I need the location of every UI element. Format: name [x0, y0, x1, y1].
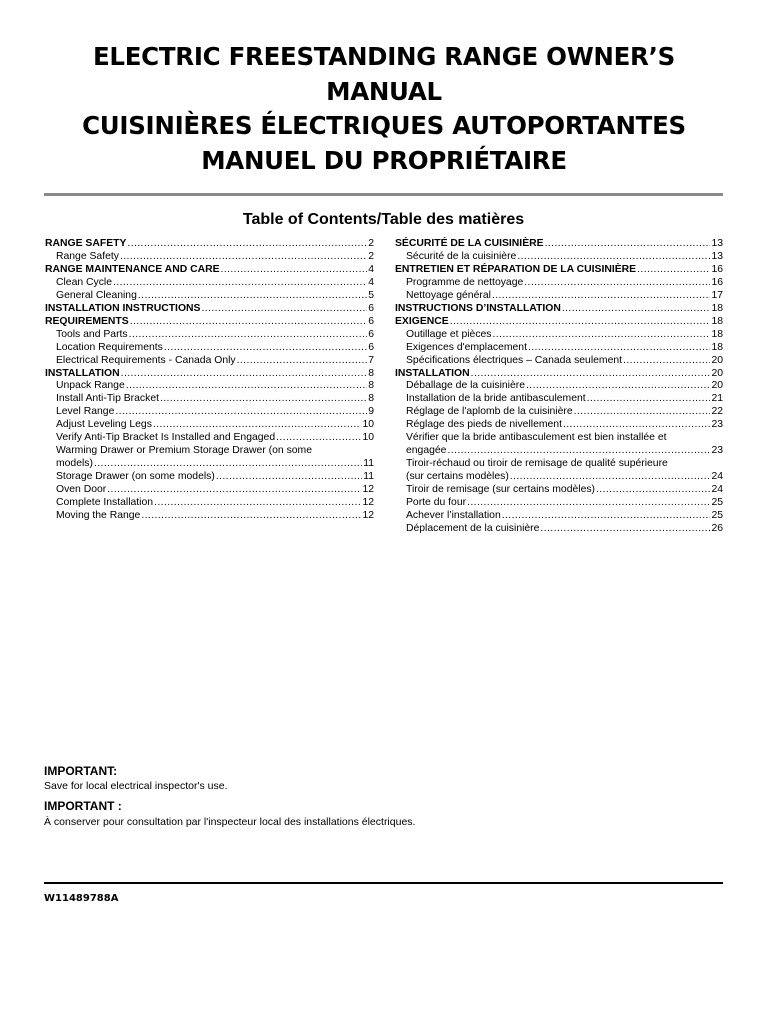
toc-page-number: 8 — [368, 380, 374, 392]
toc-page-number: 18 — [711, 315, 723, 327]
toc-leader-dots — [447, 445, 710, 458]
toc-page-number: 26 — [711, 522, 723, 534]
toc-entry-label: RANGE MAINTENANCE AND CARE — [45, 263, 220, 275]
toc-page-number: 23 — [711, 445, 723, 457]
toc-page-number: 6 — [368, 341, 374, 353]
toc-page-number: 25 — [711, 497, 723, 509]
toc-entry-label: Achever l’installation — [406, 510, 501, 522]
toc-page-number: 6 — [368, 302, 374, 314]
toc-entry-label: Tiroir de remisage (sur certains modèles) — [406, 484, 596, 496]
toc-leader-dots — [510, 471, 711, 484]
toc-section-entry[interactable] — [395, 368, 723, 381]
toc-leader-dots — [492, 290, 711, 303]
toc-leader-dots — [113, 277, 367, 290]
toc-page-number: 12 — [362, 510, 374, 522]
toc-page-number: 2 — [368, 250, 374, 262]
important-heading-fr: IMPORTANT : — [44, 799, 122, 813]
toc-entry-label: General Cleaning — [56, 289, 137, 301]
toc-leader-dots — [164, 342, 367, 355]
toc-subsection-entry[interactable] — [45, 471, 374, 484]
toc-subsection-entry[interactable] — [45, 393, 374, 406]
footer-divider — [44, 882, 723, 884]
toc-subsection-entry[interactable] — [395, 484, 723, 497]
toc-leader-dots — [528, 342, 710, 355]
toc-page-number: 13 — [711, 238, 723, 249]
toc-entry-label: Sécurité de la cuisinière — [406, 250, 517, 262]
toc-subsection-entry[interactable] — [395, 277, 723, 290]
toc-entry-label: INSTALLATION INSTRUCTIONS — [45, 302, 201, 314]
toc-leader-dots — [141, 510, 361, 523]
toc-page-number: 11 — [363, 471, 374, 483]
toc-entry-label: SÉCURITÉ DE LA CUISINIÈRE — [395, 238, 544, 249]
toc-leader-dots — [467, 497, 710, 510]
toc-subsection-entry[interactable] — [45, 510, 374, 523]
toc-subsection-entry[interactable] — [45, 329, 374, 342]
toc-section-entry[interactable] — [395, 303, 723, 316]
toc-leader-dots — [107, 484, 361, 497]
toc-page-number: 17 — [711, 289, 723, 301]
important-text-en: Save for local electrical inspector's use. — [44, 780, 228, 792]
toc-page-number: 20 — [711, 354, 723, 366]
toc-leader-dots — [126, 380, 367, 393]
toc-page-number: 6 — [368, 328, 374, 340]
toc-entry-label: Location Requirements — [56, 341, 163, 353]
toc-page-number: 2 — [368, 238, 374, 249]
toc-page-number: 25 — [711, 510, 723, 522]
toc-subsection-entry[interactable] — [395, 342, 723, 355]
toc-page-number: 23 — [711, 419, 723, 431]
toc-page-number: 12 — [362, 497, 374, 509]
toc-leader-dots — [574, 406, 711, 419]
toc-subsection-entry[interactable] — [395, 523, 723, 536]
toc-entry-label: Level Range — [56, 406, 115, 418]
toc-leader-dots — [545, 238, 711, 251]
toc-entry-label: Complete Installation — [56, 497, 154, 509]
toc-page-number: 10 — [362, 432, 374, 444]
title-line-3: CUISINIÈRES ÉLECTRIQUES AUTOPORTANTES — [82, 111, 686, 140]
toc-page-number: 20 — [711, 367, 723, 379]
toc-entry-label: Déballage de la cuisinière — [406, 380, 525, 392]
toc-entry-label: Programme de nettoyage — [406, 276, 524, 288]
toc-entry-label: Spécifications électriques – Canada seulement — [406, 354, 623, 366]
document-title — [40, 40, 728, 178]
toc-entry-label: Oven Door — [56, 484, 107, 496]
toc-page-number: 16 — [711, 263, 723, 275]
toc-page-number: 10 — [362, 419, 374, 431]
toc-subsection-entry[interactable] — [45, 484, 374, 497]
toc-subsection-entry[interactable] — [45, 251, 374, 264]
toc-section-entry[interactable] — [395, 316, 723, 329]
toc-page-number: 18 — [711, 341, 723, 353]
toc-subsection-entry[interactable] — [45, 290, 374, 303]
toc-leader-dots — [130, 316, 368, 329]
toc-leader-dots — [153, 419, 362, 432]
toc-column-french — [395, 238, 723, 536]
toc-entry-label: Réglage des pieds de nivellement — [406, 419, 562, 431]
toc-page-number: 24 — [711, 471, 723, 483]
toc-entry-label: Range Safety — [56, 250, 119, 262]
toc-entry-label: Outillage et pièces — [406, 328, 492, 340]
toc-entry-label: engagée — [406, 445, 447, 457]
toc-page-number: 12 — [362, 484, 374, 496]
toc-entry-label: Adjust Leveling Legs — [56, 419, 152, 431]
document-part-number: W11489788A — [44, 893, 119, 904]
toc-leader-dots — [216, 471, 362, 484]
toc-subsection-entry[interactable] — [45, 355, 374, 368]
toc-entry-label: Déplacement de la cuisinière — [406, 522, 540, 534]
toc-page-number: 18 — [711, 328, 723, 340]
toc-leader-dots — [623, 355, 710, 368]
toc-leader-dots — [587, 393, 711, 406]
title-line-4: MANUEL DU PROPRIÉTAIRE — [201, 145, 567, 175]
toc-leader-dots — [121, 368, 368, 381]
toc-entry-label: Unpack Range — [56, 380, 125, 392]
toc-section-entry[interactable] — [45, 238, 374, 251]
toc-leader-dots — [120, 251, 367, 264]
important-text-fr: À conserver pour consultation par l'inspecteur local des installations électriques. — [44, 816, 416, 828]
toc-page-number: 20 — [711, 380, 723, 392]
toc-leader-dots — [502, 510, 711, 523]
toc-page-number: 21 — [711, 393, 723, 405]
toc-subsection-entry[interactable] — [45, 380, 374, 393]
toc-page-number: 24 — [711, 484, 723, 496]
toc-entry-label: INSTALLATION — [395, 367, 470, 379]
toc-entry-label: Réglage de l'aplomb de la cuisinière — [406, 406, 573, 418]
toc-leader-dots — [524, 277, 710, 290]
toc-page-number: 5 — [368, 289, 374, 301]
toc-section-entry[interactable] — [45, 303, 374, 316]
toc-leader-dots — [517, 251, 710, 264]
toc-leader-dots — [471, 368, 711, 381]
toc-entry-label: Verify Anti-Tip Bracket Is Installed and Engaged — [56, 432, 276, 444]
important-heading-en: IMPORTANT: — [44, 764, 118, 778]
toc-subsection-entry[interactable] — [395, 445, 723, 458]
toc-page-number: 4 — [368, 276, 374, 288]
toc-page-number: 8 — [368, 367, 374, 379]
toc-column-english — [45, 238, 374, 523]
toc-entry-label: models) — [56, 458, 93, 470]
toc-heading: Table of Contents/Table des matières — [242, 211, 525, 228]
toc-page-number: 4 — [368, 263, 374, 275]
toc-leader-dots — [237, 355, 368, 368]
toc-entry-label: Moving the Range — [56, 510, 141, 522]
toc-entry-label: EXIGENCE — [395, 315, 449, 327]
toc-entry-label: Clean Cycle — [56, 276, 113, 288]
toc-entry-label: Nettoyage général — [406, 289, 491, 301]
toc-entry-label: REQUIREMENTS — [45, 315, 129, 327]
toc-leader-dots — [637, 264, 710, 277]
toc-entry-label: Porte du four — [406, 497, 467, 509]
toc-page-number: 9 — [368, 406, 374, 418]
toc-subsection-entry[interactable] — [45, 277, 374, 290]
toc-entry-label: Install Anti-Tip Bracket — [56, 393, 159, 405]
toc-leader-dots — [276, 432, 361, 445]
toc-page-number: 6 — [368, 315, 374, 327]
toc-leader-dots — [138, 290, 367, 303]
toc-subsection-entry[interactable] — [395, 290, 723, 303]
toc-subsection-entry[interactable] — [45, 432, 374, 445]
toc-subsection-entry[interactable] — [395, 355, 723, 368]
toc-leader-dots — [450, 316, 711, 329]
toc-entry-label: Installation de la bride antibasculement — [406, 393, 586, 405]
toc-entry-label: Tools and Parts — [56, 328, 128, 340]
toc-leader-dots — [127, 238, 367, 251]
toc-leader-dots — [540, 523, 710, 536]
toc-leader-dots — [562, 303, 711, 316]
toc-page-number: 22 — [711, 406, 723, 418]
title-line-2: MANUAL — [326, 76, 442, 106]
toc-entry-label: Electrical Requirements - Canada Only — [56, 354, 236, 366]
title-line-1: ELECTRIC FREESTANDING RANGE OWNER’S — [93, 42, 675, 71]
toc-entry-label: (sur certains modèles) — [406, 471, 509, 483]
toc-subsection-entry[interactable] — [45, 497, 374, 510]
toc-entry-label: Storage Drawer (on some models) — [56, 471, 215, 483]
toc-entry-label: INSTRUCTIONS D’INSTALLATION — [395, 302, 561, 314]
toc-subsection-entry[interactable] — [395, 251, 723, 264]
toc-section-entry[interactable] — [45, 368, 374, 381]
toc-leader-dots — [94, 458, 362, 471]
toc-leader-dots — [129, 329, 368, 342]
toc-page-number: 8 — [368, 393, 374, 405]
toc-subsection-entry[interactable] — [45, 419, 374, 432]
toc-subsection-entry[interactable] — [395, 380, 723, 393]
toc-page-number: 13 — [711, 250, 723, 262]
toc-leader-dots — [201, 303, 367, 316]
toc-subsection-entry[interactable] — [395, 419, 723, 432]
toc-subsection-entry[interactable] — [395, 497, 723, 510]
toc-subsection-entry[interactable] — [45, 406, 374, 419]
toc-entry-label: RANGE SAFETY — [45, 238, 127, 249]
toc-leader-dots — [563, 419, 710, 432]
toc-entry-label-line: Vérifier que la bride antibasculement est bien installée et — [406, 432, 667, 444]
toc-subsection-entry[interactable] — [395, 471, 723, 484]
toc-section-entry[interactable] — [45, 264, 374, 277]
toc-page-number: 16 — [711, 276, 723, 288]
toc-leader-dots — [596, 484, 710, 497]
title-divider — [44, 193, 723, 196]
toc-subsection-entry[interactable] — [395, 393, 723, 406]
toc-subsection-entry[interactable] — [395, 329, 723, 342]
toc-entry-label-line: Warming Drawer or Premium Storage Drawer (on some — [56, 445, 312, 457]
toc-entry-label: Exigences d'emplacement — [406, 341, 527, 353]
toc-section-entry[interactable] — [395, 264, 723, 277]
toc-entry-label: ENTRETIEN ET RÉPARATION DE LA CUISINIÈRE — [395, 263, 637, 275]
toc-page-number: 11 — [363, 458, 374, 470]
toc-entry-label: INSTALLATION — [45, 367, 120, 379]
toc-page-number: 18 — [711, 302, 723, 314]
toc-entry-label-line: Tiroir-réchaud ou tiroir de remisage de qualité supérieure — [406, 458, 668, 470]
toc-subsection-entry[interactable] — [395, 510, 723, 523]
toc-leader-dots — [154, 497, 361, 510]
toc-leader-dots — [160, 393, 367, 406]
toc-section-entry[interactable] — [45, 316, 374, 329]
toc-subsection-entry[interactable] — [45, 342, 374, 355]
toc-section-entry[interactable] — [395, 238, 723, 251]
toc-leader-dots — [115, 406, 367, 419]
toc-leader-dots — [526, 380, 710, 393]
toc-leader-dots — [221, 264, 368, 277]
toc-subsection-entry[interactable] — [395, 406, 723, 419]
toc-subsection-entry[interactable] — [45, 458, 374, 471]
toc-leader-dots — [492, 329, 710, 342]
toc-page-number: 7 — [368, 354, 374, 366]
